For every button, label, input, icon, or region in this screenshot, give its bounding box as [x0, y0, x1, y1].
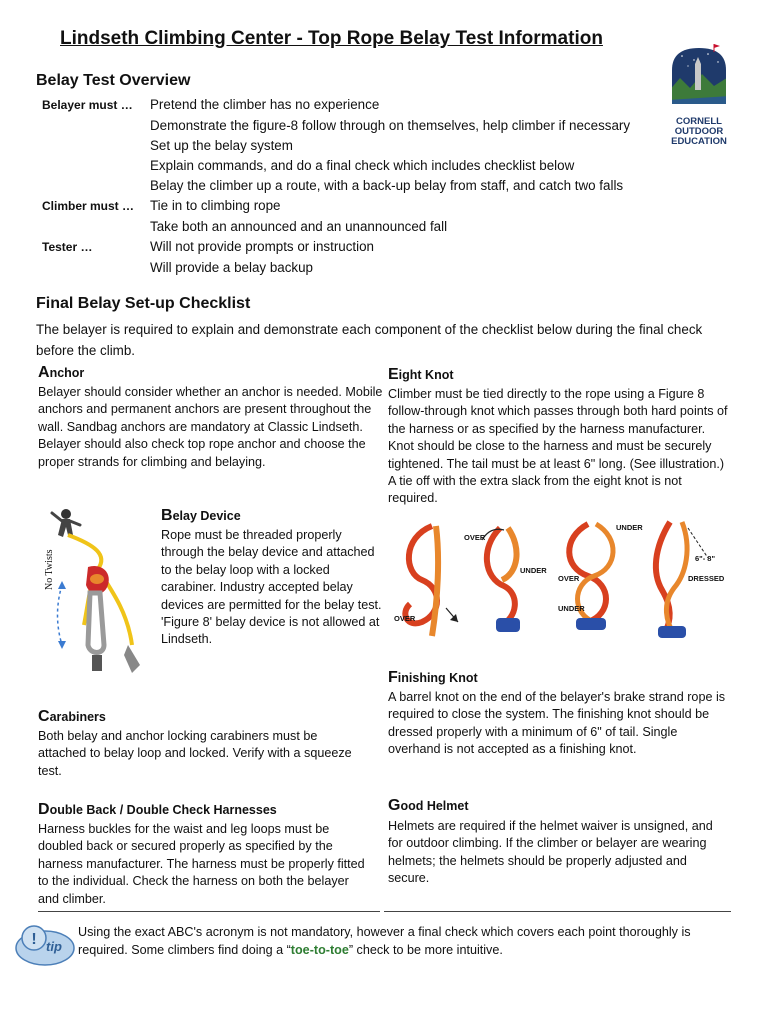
- knot-label-over: OVER: [558, 574, 580, 583]
- section-divider: [38, 911, 380, 912]
- knot-label-over: OVER: [464, 533, 486, 542]
- section-text-eight-knot: Climber must be tied directly to the rope using a Figure 8 follow-through knot which passes through both hard points of the harness or as specified by the harness manufacturer. Knot should be close to the harness and must be securely tightened. The tail must be at least 6" long. (See illustration.) A tie off with the extra slack from the eight knot is not required.: [388, 387, 728, 506]
- logo-text-line: CORNELL: [676, 116, 722, 127]
- checklist-heading: Final Belay Set-up Checklist: [36, 295, 251, 312]
- overview-label: Belayer must …: [42, 98, 133, 112]
- overview-item: Will provide a belay backup: [150, 260, 314, 275]
- svg-text:!: !: [31, 931, 37, 948]
- knot-label-under: UNDER: [520, 566, 547, 575]
- toe-to-toe-highlight: toe-to-toe: [290, 943, 349, 957]
- cornell-outdoor-education-logo: [668, 42, 730, 147]
- section-text-finishing-knot: A barrel knot on the end of the belayer's brake strand rope is required to close the system. The finishing knot should be dressed properly with a minimum of 6" of tail. Single overhand is not accepted as a finishing knot.: [388, 690, 726, 757]
- knot-label-dressed: DRESSED: [688, 574, 725, 583]
- tip-text: Using the exact ABC's acronym is not mandatory, however a final check which covers each point thoroughly is required. Some climbers find doing a “toe-to-toe” check to be more intuitive.: [78, 925, 691, 957]
- checklist-intro: The belayer is required to explain and demonstrate each component of the checklist below during the final check before the climb.: [36, 322, 703, 358]
- knot-label-over: OVER: [394, 614, 416, 623]
- logo-text-line: OUTDOOR: [674, 126, 724, 137]
- belay-device-illustration: [40, 505, 155, 685]
- section-text-anchor: Belayer should consider whether an anchor is needed. Mobile anchors and permanent anchors are present throughout the wall. Sandbag anchors are mandatory at Classic Lindseth. Belayer should also check top rope anchor and choose the proper strands for climbing and belaying.: [38, 385, 383, 469]
- no-twists-label: No Twists: [44, 549, 55, 590]
- section-text-good-helmet: Helmets are required if the helmet waiver is unsigned, and for outdoor climbing. If the climber or belayer are wearing helmets; the helmets should be properly adjusted and secure.: [388, 819, 713, 886]
- section-text-double-back: Harness buckles for the waist and leg loops must be doubled back or secured properly as specified by the harness manufacturer. The harness must be properly fitted to the individual. Check the harness on both the belayer and climber.: [38, 822, 365, 906]
- knot-label-tail: 6"- 8": [695, 554, 716, 563]
- figure-eight-knot-illustration: [392, 518, 730, 648]
- section-text-belay-device: Rope must be threaded properly through the belay device and attached to the belay loop with a locked carabiner. Industry accepted belay devices are permitted for the belay test. 'Figure 8' belay device is not allowed at Lindseth.: [161, 528, 382, 647]
- overview-heading: Belay Test Overview: [36, 72, 191, 89]
- knot-label-under: UNDER: [558, 604, 585, 613]
- belay-device-photo: [40, 505, 155, 685]
- section-heading-finishing-knot: Finishing Knot: [388, 669, 478, 686]
- logo-emblem-icon: [668, 42, 730, 112]
- overview-item: Tie in to climbing rope: [150, 198, 281, 213]
- tip-icon-label: tip: [46, 939, 62, 954]
- section-text-carabiners: Both belay and anchor locking carabiners must be attached to belay loop and locked. Verify with a squeeze test.: [38, 729, 352, 778]
- section-heading-good-helmet: Good Helmet: [388, 797, 469, 814]
- overview-label: Climber must …: [42, 199, 135, 213]
- section-heading-double-back: Double Back / Double Check Harnesses: [38, 801, 277, 818]
- section-heading-anchor: Anchor: [38, 364, 85, 381]
- section-divider: [384, 911, 731, 912]
- section-heading-eight-knot: Eight Knot: [388, 366, 454, 383]
- tip-icon: [14, 922, 76, 968]
- overview-item: Set up the belay system: [150, 138, 293, 153]
- section-heading-belay-device: Belay Device: [161, 507, 241, 524]
- overview-item: Demonstrate the figure-8 follow through on themselves, help climber if necessary: [150, 118, 631, 133]
- knot-label-under: UNDER: [616, 523, 643, 532]
- figure-eight-steps-icon: [392, 518, 730, 648]
- overview-item: Pretend the climber has no experience: [150, 97, 380, 112]
- overview-item: Explain commands, and do a final check which includes checklist below: [150, 158, 575, 173]
- logo-text-line: EDUCATION: [671, 136, 727, 147]
- overview-item: Belay the climber up a route, with a back-up belay from staff, and catch two falls: [150, 178, 624, 193]
- overview-item: Take both an announced and an unannounced fall: [150, 219, 448, 234]
- section-heading-carabiners: Carabiners: [38, 708, 106, 725]
- overview-item: Will not provide prompts or instruction: [150, 239, 375, 254]
- overview-label: Tester …: [42, 240, 93, 254]
- page-title: Lindseth Climbing Center - Top Rope Belay Test Information: [60, 28, 603, 49]
